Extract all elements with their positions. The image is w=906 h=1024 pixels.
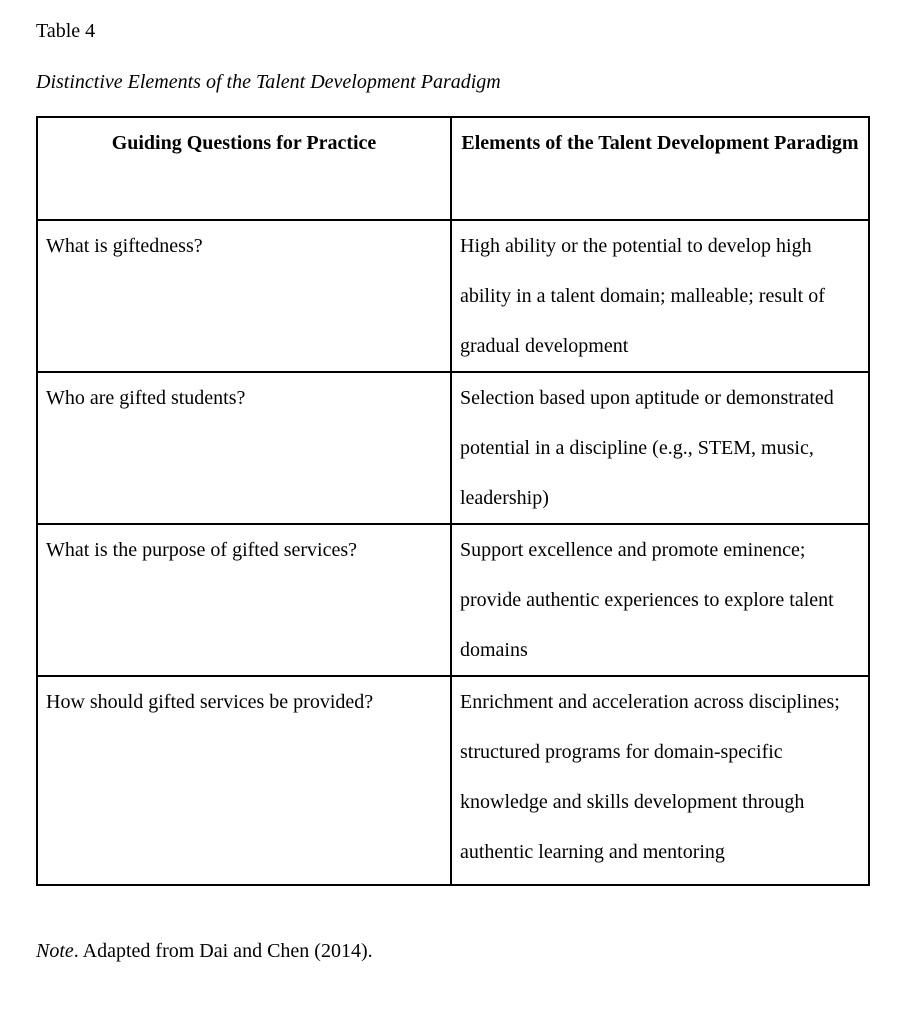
- talent-development-table: [36, 116, 870, 886]
- element-cell: High ability or the potential to develop high ability in a talent domain; malleable; result of gradual development: [451, 220, 869, 372]
- table-row: [37, 220, 869, 372]
- question-cell: What is giftedness?: [37, 220, 451, 372]
- table-row: [37, 524, 869, 676]
- table-title: Distinctive Elements of the Talent Development Paradigm: [36, 71, 501, 93]
- table-note: [36, 940, 870, 963]
- table-number-label: Table 4: [36, 20, 96, 42]
- question-cell: Who are gifted students?: [37, 372, 451, 524]
- question-cell: What is the purpose of gifted services?: [37, 524, 451, 676]
- element-cell: Support excellence and promote eminence; provide authentic experiences to explore talent domains: [451, 524, 869, 676]
- note-prefix: Note: [36, 940, 74, 962]
- note-text: . Adapted from Dai and Chen (2014).: [73, 940, 373, 962]
- table-row: [37, 676, 869, 885]
- table-row: [37, 372, 869, 524]
- question-cell: How should gifted services be provided?: [37, 676, 451, 885]
- column-header-elements: Elements of the Talent Development Paradigm: [451, 117, 869, 220]
- element-cell: Enrichment and acceleration across disciplines; structured programs for domain-specific knowledge and skills development through authentic learning and mentoring: [451, 676, 869, 885]
- element-cell: Selection based upon aptitude or demonstrated potential in a discipline (e.g., STEM, music, leadership): [451, 372, 869, 524]
- header-row: [37, 117, 869, 220]
- column-header-guiding-questions: Guiding Questions for Practice: [37, 117, 451, 220]
